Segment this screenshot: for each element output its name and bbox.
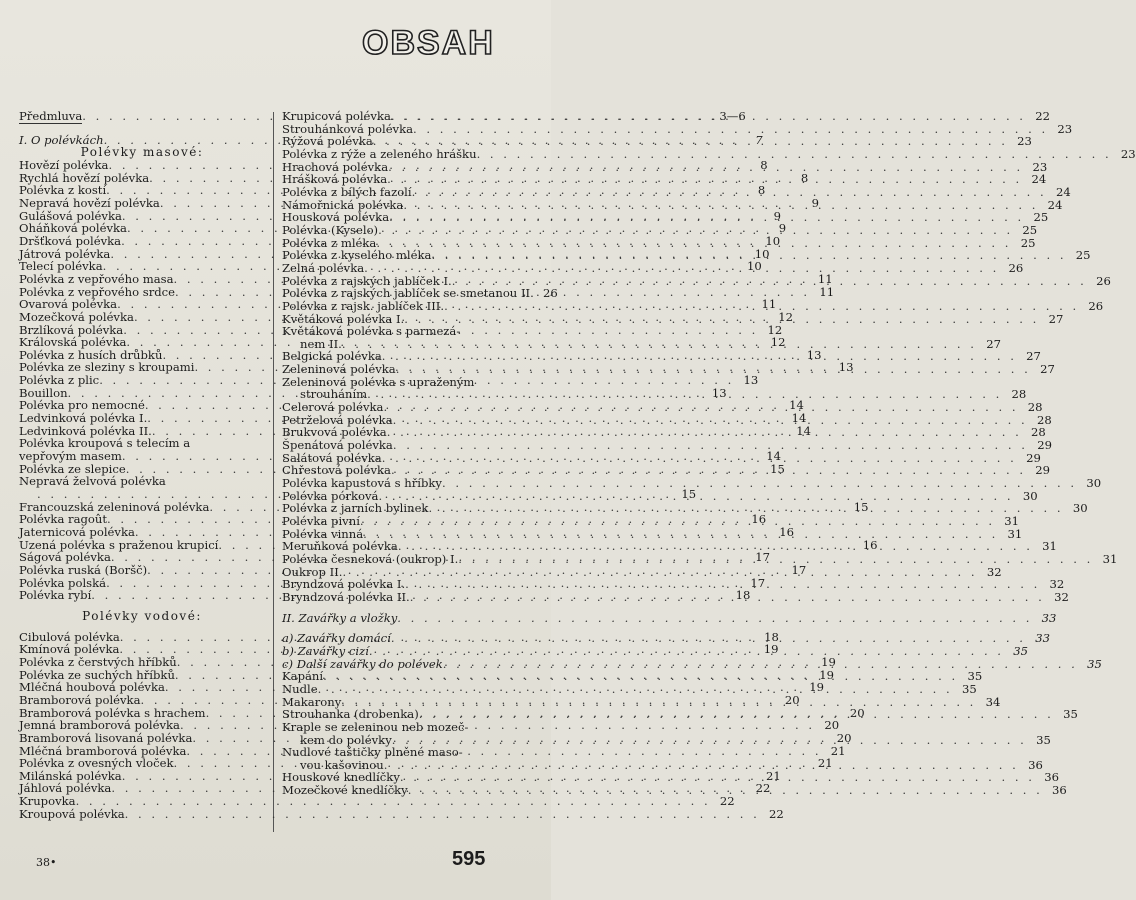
toc-entry: Polévka z rýže a zeleného hrášku . . . 23 <box>282 148 528 161</box>
toc-entry: Brzlíková polévka . . . 12 <box>19 324 265 337</box>
toc-entry: Rychlá hovězí polévka . . . 8 <box>19 172 265 185</box>
toc-entry: Květáková polévka s parmezá- <box>282 324 461 339</box>
toc-entry: Mléčná houbová polévka . . . 19 <box>19 681 265 694</box>
toc-entry: Polévka z kyselého mléka . . . 25 <box>282 249 528 262</box>
toc-entry: Květáková polévka I. . . . 27 <box>282 313 528 326</box>
toc-entry: Jáhlová polévka . . . 22 <box>19 782 265 795</box>
toc-entry: Francouzská zeleninová polévka . . . 15 <box>19 501 265 514</box>
toc-entry: a) Zavářky domácí . . . 33 <box>282 632 528 645</box>
toc-entry: Polévka z čerstvých hříbků . . . 19 <box>19 656 265 669</box>
section-heading: Polévky vodové: <box>82 608 202 623</box>
toc-entry: Jaternicová polévka . . . 16 <box>19 526 265 539</box>
toc-entry-line: Nepravá želvová polévka <box>19 474 166 489</box>
toc-entry: Milánská polévka . . . 21 <box>19 770 265 783</box>
toc-entry: Bramborová polévka s hrachem . . . 20 <box>19 707 265 720</box>
toc-entry: Polévka z husích drůbků . . . 13 <box>19 349 265 362</box>
toc-entry: Ságová polévka . . . 17 <box>19 551 265 564</box>
toc-entry: Polévka ze slepice . . . 15 <box>19 463 265 476</box>
toc-entry: Nepravá hovězí polévka . . . 9 <box>19 197 265 210</box>
toc-entry: Bryndzová polévka I. . . . 32 <box>282 578 528 591</box>
toc-entry: Mozečkové knedlíčky . . . 36 <box>282 784 528 797</box>
toc-entry: Gulášová polévka . . . 9 <box>19 210 265 223</box>
toc-entry: Oháňková polévka . . . 9 <box>19 222 265 235</box>
toc-entry: Uzená polévka s praženou krupicí . . . 16 <box>19 539 265 552</box>
toc-entry: b) Zavářky cizí . . . 35 <box>282 645 528 658</box>
toc-entry: Kapání . . . 35 <box>282 670 528 683</box>
toc-entry: Polévka z rajských jablíček se smetanou II. 26 <box>282 286 558 301</box>
toc-entry: Strouhánková polévka . . . 23 <box>282 123 528 136</box>
toc-entry: Bouillon . . . 13 <box>19 387 265 400</box>
toc-entry: Hrachová polévka . . . 23 <box>282 161 528 174</box>
toc-entry: Zeleninová polévka . . . 27 <box>282 363 528 376</box>
toc-entry: c) Další zavářky do polévek . . . 35 <box>282 658 528 671</box>
toc-entry: Telecí polévka . . . 10 <box>19 260 265 273</box>
toc-entry-line: Zeleninová polévka s upraženým <box>282 374 475 389</box>
toc-entry: Polévka z kostí . . . 8 <box>19 184 265 197</box>
toc-entry: Ledvinková polévka II. . . . 14 <box>19 425 265 438</box>
toc-entry: Meruňková polévka . . . 31 <box>282 540 528 553</box>
toc-entry: Chřestová polévka . . . 29 <box>282 464 528 477</box>
toc-entry: Polévka z bílých fazolí . . . 24 <box>282 186 528 199</box>
toc-entry: Polévka ruská (Boršč) . . . 17 <box>19 564 265 577</box>
toc-entry: Polévka kroupová s telecím a <box>19 436 191 451</box>
toc-entry: Celerová polévka . . . 28 <box>282 401 528 414</box>
toc-entry: II. Zavářky a vložky . . . 33 <box>282 612 528 625</box>
toc-entry-line: Nudlové taštičky plněné maso- <box>282 745 463 760</box>
toc-entry: Hrášková polévka . . . 24 <box>282 173 528 186</box>
toc-entry: Krupicová polévka . . . 22 <box>282 110 528 123</box>
toc-entry: Brukvová polévka . . . 28 <box>282 426 528 439</box>
signature-mark: 38• <box>36 856 57 869</box>
toc-entry: strouháním . . . 28 <box>282 388 528 401</box>
toc-entry: Petrželová polévka . . . 28 <box>282 414 528 427</box>
toc-entry: Ledvinková polévka I. . . . 14 <box>19 412 265 425</box>
toc-entry: Polévka ze suchých hříbků . . . 19 <box>19 669 265 682</box>
toc-entry: Houskové knedlíčky . . . 36 <box>282 771 528 784</box>
toc-entry: Polévka z plic . . . 13 <box>19 374 265 387</box>
toc-entry: Mozečková polévka . . . 12 <box>19 311 265 324</box>
toc-entry: Mléčná bramborová polévka . . . 21 <box>19 745 265 758</box>
toc-entry: Bramborová lisovaná polévka . . . 20 <box>19 732 265 745</box>
toc-entry: Polévka (Kyselo) . . . 25 <box>282 224 528 237</box>
toc-entry: Předmluva . . . 3—6 <box>19 110 265 124</box>
toc-entry: Belgická polévka . . . 27 <box>282 350 528 363</box>
toc-entry: Polévka kapustová s hříbky . . . 30 <box>282 477 528 490</box>
toc-entry: Polévka ragoût . . . 16 <box>19 513 265 526</box>
toc-entry: Bramborová polévka . . . 20 <box>19 694 265 707</box>
toc-entry: . . . 15 <box>19 488 265 501</box>
toc-entry: Kmínová polévka . . . 19 <box>19 643 265 656</box>
toc-entry: Cibulová polévka . . . 18 <box>19 631 265 644</box>
toc-entry: nem II. . . . 27 <box>282 338 528 351</box>
toc-entry-line: Kraple se zeleninou neb mozeč- <box>282 719 469 734</box>
toc-entry: Polévka z vepřového masa . . . 11 <box>19 273 265 286</box>
toc-entry: Polévka polská . . . 17 <box>19 577 265 590</box>
toc-entry: Námořnická polévka . . . 24 <box>282 199 528 212</box>
toc-entry: Polévka z jarních bylinek . . . 30 <box>282 502 528 515</box>
toc-entry: vou kašovinou . . . 36 <box>282 759 528 772</box>
toc-entry: Hovězí polévka . . . 8 <box>19 159 265 172</box>
toc-entry: Polévka pivní . . . 31 <box>282 515 528 528</box>
toc-entry: Krupovka . . . 22 <box>19 795 265 808</box>
toc-entry: Kroupová polévka . . . 22 <box>19 808 265 821</box>
toc-entry: Polévka vinná . . . 31 <box>282 528 528 541</box>
toc-entry: Polévka z rajsk. jablíček III. . . . 26 <box>282 300 528 313</box>
toc-entry: Jemná bramborová polévka . . . 20 <box>19 719 265 732</box>
toc-entry: Ovarová polévka . . . 11 <box>19 298 265 311</box>
toc-entry: Salátová polévka . . . 29 <box>282 452 528 465</box>
toc-entry: kem do polévky . . . 35 <box>282 734 528 747</box>
toc-entry: Dršťková polévka . . . 10 <box>19 235 265 248</box>
toc-entry: Bryndzová polévka II. . . . 32 <box>282 591 528 604</box>
toc-entry: Polévka pro nemocné . . . 14 <box>19 399 265 412</box>
toc-entry: Játrová polévka . . . 10 <box>19 248 265 261</box>
toc-entry: Zelná polévka . . . 26 <box>282 262 528 275</box>
toc-entry: Rýžová polévka . . . 23 <box>282 135 528 148</box>
toc-entry: I. O polévkách . . . 7 <box>19 134 265 147</box>
toc-entry: Oukrop II. . . . 32 <box>282 566 528 579</box>
toc-entry: Nudle . . . 35 <box>282 683 528 696</box>
toc-entry: Polévka rybí . . . 18 <box>19 589 265 602</box>
toc-entry: Strouhanka (drobenka) . . . 35 <box>282 708 528 721</box>
toc-entry: Polévka z ovesných vloček . . . 21 <box>19 757 265 770</box>
toc-entry: vepřovým masem . . . 14 <box>19 450 265 463</box>
toc-entry: Makarony . . . 34 <box>282 696 528 709</box>
toc-entry: Polévka z rajských jablíček I. . . . 26 <box>282 275 528 288</box>
toc-entry: Špenátová polévka . . . 29 <box>282 439 528 452</box>
toc-entry: Polévka z mléka . . . 25 <box>282 237 528 250</box>
toc-entry: Polévka z vepřového srdce . . . 11 <box>19 286 265 299</box>
page-title: OBSAH <box>362 24 495 62</box>
toc-entry: Housková polévka . . . 25 <box>282 211 528 224</box>
section-heading: Polévky masové: <box>80 145 204 160</box>
page-number: 595 <box>452 848 486 870</box>
toc-entry: Královská polévka . . . 12 <box>19 336 265 349</box>
toc-entry: Polévka pórková . . . 30 <box>282 490 528 503</box>
toc-entry: Polévka česneková (oukrop) I. . . . 31 <box>282 553 528 566</box>
toc-entry: Polévka ze sleziny s kroupami . . . 13 <box>19 361 265 374</box>
